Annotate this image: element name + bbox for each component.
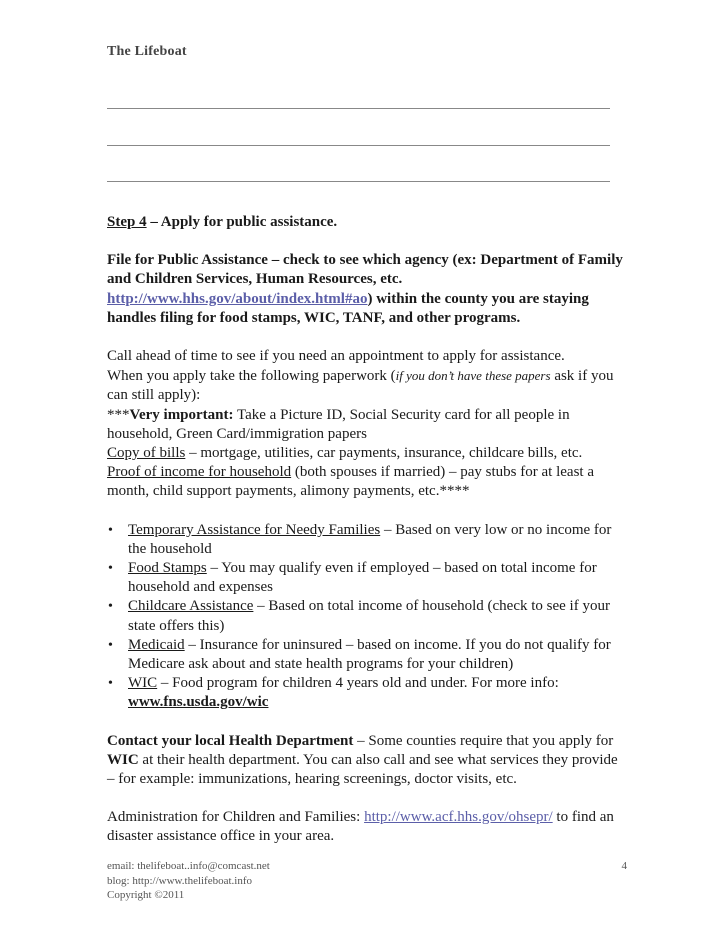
header-title: The Lifeboat <box>107 44 187 59</box>
program-text: – Based on very low or no income for the household <box>128 521 612 557</box>
bills-text: – mortgage, utilities, car payments, insurance, childcare bills, etc. <box>185 445 583 462</box>
hhs-link[interactable]: http://www.hhs.gov/about/index.html#ao <box>107 290 368 307</box>
income-text: (both spouses if married) – pay stubs for at least a month, child support payments, alimony payments, etc.**** <box>107 464 594 500</box>
footer-blog: blog: http://www.thelifeboat.info <box>107 874 253 887</box>
list-item <box>107 636 627 674</box>
acf-text-cont: to find an disaster assistance office in your area. <box>107 809 614 845</box>
important-prefix: *** <box>107 406 130 423</box>
list-item <box>107 674 627 712</box>
blank-write-line-3 <box>107 181 610 182</box>
important-text: Take a Picture ID, Social Security card for all people in household, Green Card/immigration papers <box>107 406 570 442</box>
call-ahead-paragraph <box>107 347 627 502</box>
step-heading <box>107 213 627 232</box>
step-number: Step 4 <box>107 214 147 230</box>
file-for-text: File for Public Assistance – check to see which agency (ex: Department of Family and Children Services, Human Resources, etc. <box>107 252 623 288</box>
main-content <box>107 213 627 847</box>
health-dept-text: – Some counties require that you apply for <box>353 732 614 749</box>
program-text: – Food program for children 4 years old and under. For more info: <box>157 675 559 692</box>
program-text: – You may qualify even if employed – based on total income for household and expenses <box>128 560 597 596</box>
page-footer <box>107 859 627 903</box>
list-item <box>107 559 627 597</box>
bullet-icon: • <box>108 522 113 538</box>
bullet-icon: • <box>108 561 113 577</box>
paperwork-italic-note: if you don’t have these papers <box>395 368 551 384</box>
call-ahead-text: Call ahead of time to see if you need an appointment to apply for assistance. <box>107 348 565 365</box>
program-label: Food Stamps <box>128 560 207 577</box>
program-text: – Based on total income of household (check to see if your state offers this) <box>128 598 610 634</box>
blank-write-line-1 <box>107 108 610 109</box>
program-text: – Insurance for uninsured – based on income. If you do not qualify for Medicare ask about and state health programs for your children) <box>128 636 611 673</box>
programs-list <box>107 521 627 713</box>
paperwork-text-cont: ask if you can still apply): <box>107 368 614 404</box>
bills-label: Copy of bills <box>107 445 186 462</box>
program-label: WIC <box>128 675 158 692</box>
acf-paragraph <box>107 808 627 846</box>
program-label: Medicaid <box>128 636 185 653</box>
important-label: Very important: <box>129 406 234 423</box>
step-title: – Apply for public assistance. <box>146 214 338 230</box>
program-label: Temporary Assistance for Needy Families <box>128 521 381 538</box>
file-for-text-cont: ) within the county you are staying handles filing for food stamps, WIC, TANF, and other programs. <box>107 290 589 326</box>
footer-email: email: thelifeboat..info@comcast.net <box>107 860 270 872</box>
acf-text: Administration for Children and Families: <box>107 809 365 826</box>
acf-link[interactable]: http://www.acf.hhs.gov/ohsepr/ <box>364 809 553 826</box>
income-label: Proof of income for household <box>107 464 292 481</box>
health-dept-label: Contact your local Health Department <box>107 732 354 749</box>
list-item <box>107 521 627 559</box>
fns-wic-link[interactable]: www.fns.usda.gov/wic <box>128 694 269 711</box>
program-label: Childcare Assistance <box>128 598 254 615</box>
blank-write-line-2 <box>107 145 610 146</box>
bullet-icon: • <box>108 637 113 653</box>
footer-copyright: Copyright ©2011 <box>107 889 185 902</box>
health-department-paragraph <box>107 732 627 790</box>
file-for-assistance-paragraph <box>107 251 627 328</box>
bullet-icon: • <box>108 676 113 692</box>
list-item <box>107 597 627 635</box>
bullet-icon: • <box>108 599 113 615</box>
health-dept-wic: WIC <box>107 751 139 768</box>
paperwork-text: When you apply take the following paperwork ( <box>107 368 396 385</box>
page-number: 4 <box>621 860 627 872</box>
health-dept-text-cont: at their health department. You can also call and see what services they provide – for example: immunizations, hearing screenings, doctor visits, etc. <box>107 751 618 788</box>
